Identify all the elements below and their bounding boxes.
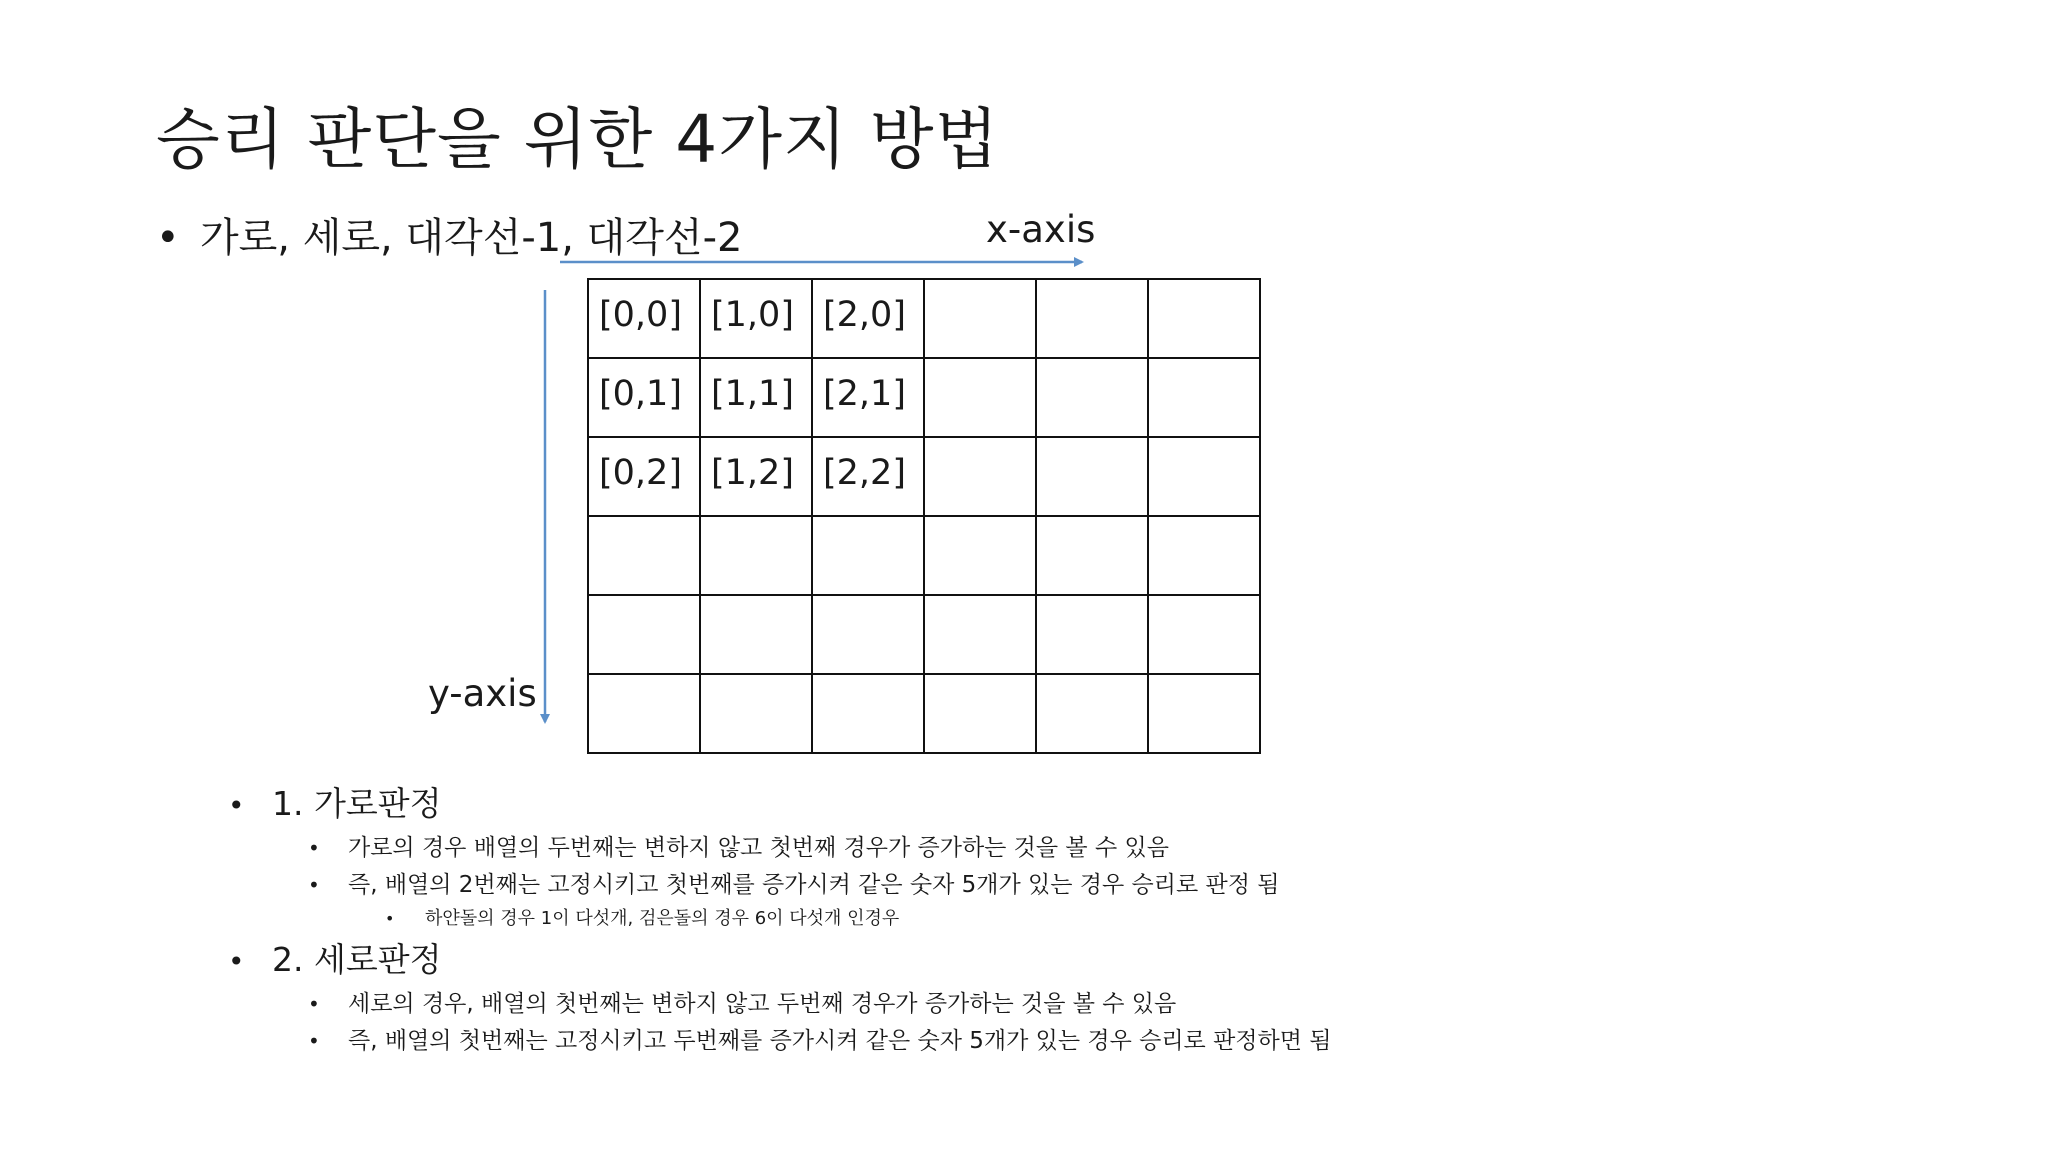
grid-cell-label: [0,0]: [599, 294, 682, 335]
grid-cell: [588, 516, 700, 595]
grid-cell: [924, 358, 1036, 437]
bullet-dot: •: [308, 873, 320, 897]
grid-row: [588, 437, 1260, 516]
grid-cell-label: [0,1]: [599, 373, 682, 414]
grid-cell: [812, 358, 924, 437]
grid-cell: [1036, 595, 1148, 674]
grid-cell: [924, 437, 1036, 516]
bullet-dot: •: [308, 1029, 320, 1053]
grid-cell: [812, 516, 924, 595]
grid-cell: [1036, 437, 1148, 516]
section-heading-text: 1. 가로판정: [272, 784, 442, 823]
bullet-dot: •: [308, 836, 320, 860]
slide-title: 승리 판단을 위한 4가지 방법: [156, 101, 1000, 178]
bullet-dot: •: [308, 992, 320, 1016]
grid-cell: [812, 674, 924, 753]
grid-row: [588, 595, 1260, 674]
grid-row: [588, 279, 1260, 358]
y-axis-label: y-axis: [428, 672, 537, 715]
grid-cell: [700, 674, 812, 753]
grid-row: [588, 358, 1260, 437]
x-axis-label: x-axis: [986, 208, 1096, 251]
main-bullet-text: 가로, 세로, 대각선-1, 대각선-2: [200, 215, 743, 261]
section-item: [228, 1023, 1988, 1060]
grid-cell: [588, 279, 700, 358]
board-grid: [587, 278, 1261, 754]
grid-cell: [700, 279, 812, 358]
bullet-dot: •: [228, 789, 245, 822]
section-item: [228, 867, 1988, 904]
grid-row: [588, 674, 1260, 753]
grid-cell: [700, 516, 812, 595]
section-list: [228, 778, 1988, 1060]
grid-cell: [924, 595, 1036, 674]
section-item: [228, 986, 1988, 1023]
grid-cell: [924, 516, 1036, 595]
section-sub-item: [228, 904, 1988, 934]
grid-cell: [1036, 674, 1148, 753]
grid-cell: [1036, 279, 1148, 358]
main-bullet: [156, 206, 742, 263]
grid-cell-label: [2,2]: [823, 452, 906, 493]
bullet-dot: •: [385, 909, 395, 928]
grid-cell: [588, 437, 700, 516]
grid-cell-label: [2,0]: [823, 294, 906, 335]
section-heading: [228, 934, 1988, 986]
grid-cell: [700, 437, 812, 516]
grid-cell: [588, 358, 700, 437]
grid-cell: [1148, 358, 1260, 437]
grid-cell: [700, 358, 812, 437]
grid-cell-label: [0,2]: [599, 452, 682, 493]
section-item-text: 가로의 경우 배열의 두번째는 변하지 않고 첫번째 경우가 증가하는 것을 볼 수 있음: [348, 835, 1169, 861]
grid-cell-label: [1,2]: [711, 452, 794, 493]
grid-cell: [588, 595, 700, 674]
grid-cell: [812, 279, 924, 358]
grid-cell-label: [1,0]: [711, 294, 794, 335]
grid-cell: [1036, 358, 1148, 437]
grid-cell: [1148, 279, 1260, 358]
section-heading: [228, 778, 1988, 830]
bullet-dot: •: [156, 215, 180, 261]
grid-cell: [924, 279, 1036, 358]
grid-cell: [1148, 595, 1260, 674]
section-item-text: 즉, 배열의 2번째는 고정시키고 첫번째를 증가시켜 같은 숫자 5개가 있는 경우 승리로 판정 됨: [348, 872, 1280, 898]
section-item-text: 세로의 경우, 배열의 첫번째는 변하지 않고 두번째 경우가 증가하는 것을 볼 수 있음: [348, 991, 1177, 1017]
grid-cell-label: [2,1]: [823, 373, 906, 414]
grid-cell-label: [1,1]: [711, 373, 794, 414]
grid-cell: [812, 437, 924, 516]
section-heading-text: 2. 세로판정: [272, 940, 442, 979]
section-item-text: 즉, 배열의 첫번째는 고정시키고 두번째를 증가시켜 같은 숫자 5개가 있는 경우 승리로 판정하면 됨: [348, 1028, 1332, 1054]
grid-cell: [700, 595, 812, 674]
grid-cell: [924, 674, 1036, 753]
grid-row: [588, 516, 1260, 595]
section-item: [228, 830, 1988, 867]
bullet-dot: •: [228, 945, 245, 978]
section-sub-item-text: 하얀돌의 경우 1이 다섯개, 검은돌의 경우 6이 다섯개 인경우: [425, 908, 900, 929]
grid-cell: [1148, 674, 1260, 753]
grid-cell: [1036, 516, 1148, 595]
grid-cell: [1148, 437, 1260, 516]
grid-cell: [588, 674, 700, 753]
grid-cell: [1148, 516, 1260, 595]
grid-cell: [812, 595, 924, 674]
